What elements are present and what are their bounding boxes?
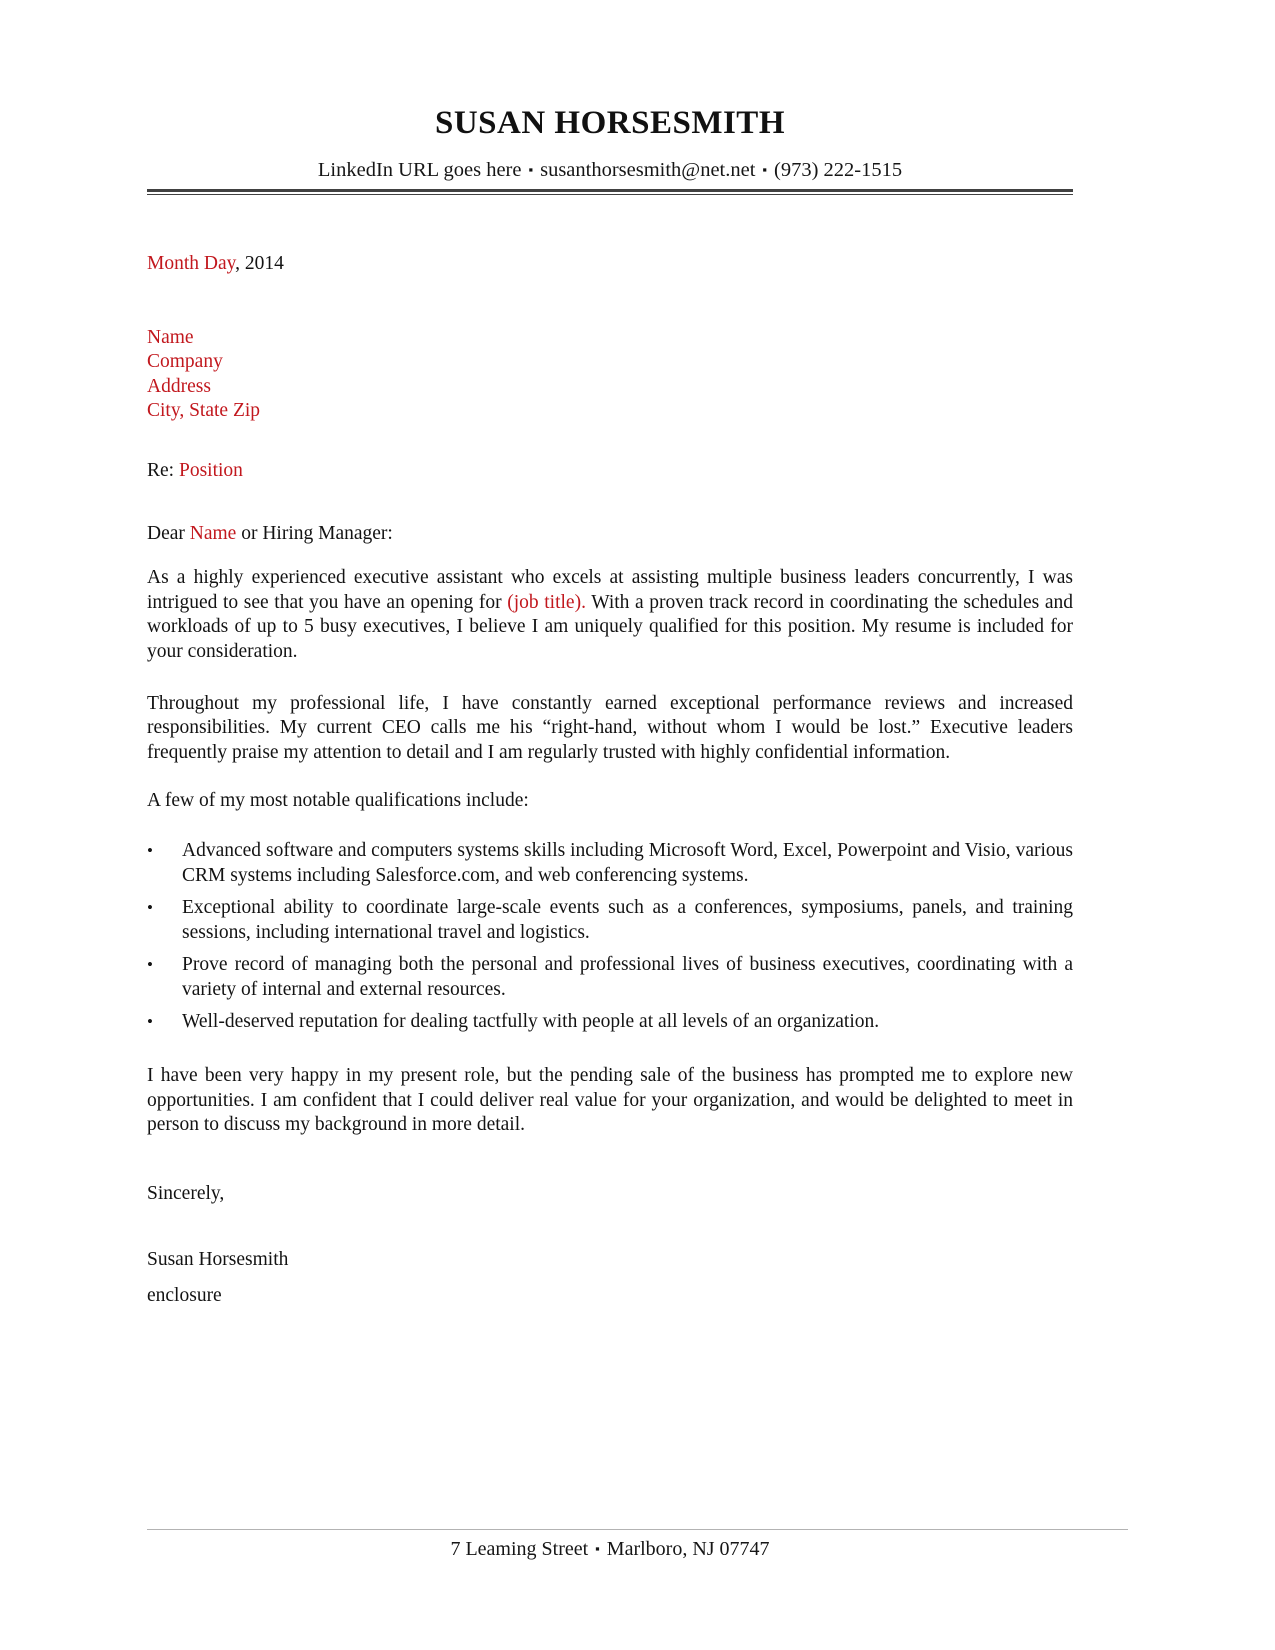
subject-label: Re: bbox=[147, 459, 179, 481]
salutation-pre: Dear bbox=[147, 522, 190, 544]
salutation-name: Name bbox=[189, 522, 237, 544]
list-item-text: Exceptional ability to coordinate large-scale events such as a conferences, symposiums, panels, and training sessions, including international travel and logistics. bbox=[182, 897, 1073, 943]
bullet-icon: • bbox=[147, 898, 153, 918]
page-title: SUSAN HORSESMITH bbox=[434, 105, 785, 141]
list-item-text: Prove record of managing both the personal and professional lives of business executives, coordinating with a variety of internal and external resources. bbox=[182, 954, 1073, 1000]
bullet-icon: • bbox=[147, 955, 153, 975]
date-year: , 2014 bbox=[235, 253, 284, 274]
footer-street: 7 Leaming Street bbox=[450, 1538, 589, 1560]
intro-paragraph-pre: As a highly experienced executive assistant who excels at assisting multiple business leaders concurrently, I was intrigued to see that you have an opening for bbox=[147, 567, 1073, 613]
square-separator-icon: ▪ bbox=[762, 162, 768, 177]
page-footer bbox=[147, 1529, 1128, 1562]
qualifications-lead-in: A few of my most notable qualifications include: bbox=[147, 790, 529, 812]
intro-paragraph-post: With a proven track record in coordinating the schedules and workloads of up to 5 busy executives, I believe I am uniquely qualified for this position. My resume is included for your consideration. bbox=[147, 591, 1073, 662]
subject-line bbox=[147, 459, 1073, 484]
bullet-icon: • bbox=[147, 840, 153, 860]
qualifications-list bbox=[147, 839, 1073, 1035]
recipient-name: Name bbox=[147, 326, 194, 348]
signature-name: Susan Horsesmith bbox=[147, 1249, 289, 1271]
footer-address bbox=[147, 1536, 1073, 1562]
list-item bbox=[147, 896, 1073, 945]
subject-position: Position bbox=[178, 459, 243, 481]
phone-text: (973) 222-1515 bbox=[774, 159, 903, 181]
email-text: susanthorsesmith@net.net bbox=[540, 159, 756, 181]
salutation-line bbox=[147, 522, 1073, 547]
recipient-address: Address bbox=[147, 375, 211, 397]
contact-line bbox=[147, 157, 1073, 183]
letterhead bbox=[147, 103, 1073, 195]
list-item-text: Advanced software and computers systems skills including Microsoft Word, Excel, Powerpoint and Visio, various CRM systems including Salesforce.com, and web conferencing systems. bbox=[182, 839, 1073, 886]
bullet-icon: • bbox=[147, 1012, 153, 1032]
square-separator-icon: ▪ bbox=[528, 162, 534, 177]
recipient-company: Company bbox=[147, 351, 223, 373]
recipient-block bbox=[147, 326, 1073, 424]
list-item bbox=[147, 1010, 1073, 1035]
list-item bbox=[147, 953, 1073, 1002]
recipient-city-state-zip: City, State Zip bbox=[147, 400, 261, 422]
closing-paragraph: I have been very happy in my present role, but the pending sale of the business has prompted me to explore new opportunities. I am confident that I could deliver real value for your organization, and would be delighted to meet in person to discuss my background in more detail. bbox=[147, 1065, 1073, 1136]
intro-paragraph bbox=[147, 566, 1073, 664]
valediction: Sincerely, bbox=[147, 1182, 225, 1204]
job-title-placeholder: (job title). bbox=[507, 591, 586, 613]
list-item-text: Well-deserved reputation for dealing tactfully with people at all levels of an organization. bbox=[182, 1011, 880, 1033]
salutation-post: or Hiring Manager: bbox=[236, 522, 393, 544]
experience-paragraph: Throughout my professional life, I have constantly earned exceptional performance reviews and increased responsibilities. My current CEO calls me his “right-hand, without whom I would be lost.” Executive leaders frequently praise my attention to detail and I am regularly trusted with highly confidential information. bbox=[147, 692, 1073, 763]
enclosure-note: enclosure bbox=[147, 1285, 222, 1307]
footer-city: Marlboro, NJ 07747 bbox=[606, 1538, 770, 1560]
linkedin-url-text: LinkedIn URL goes here bbox=[317, 159, 522, 181]
list-item bbox=[147, 839, 1073, 888]
square-separator-icon: ▪ bbox=[595, 1541, 600, 1556]
date-line bbox=[147, 252, 1073, 277]
footer-rule bbox=[147, 1529, 1128, 1530]
header-double-rule bbox=[147, 189, 1073, 195]
date-placeholder: Month Day bbox=[147, 253, 236, 274]
